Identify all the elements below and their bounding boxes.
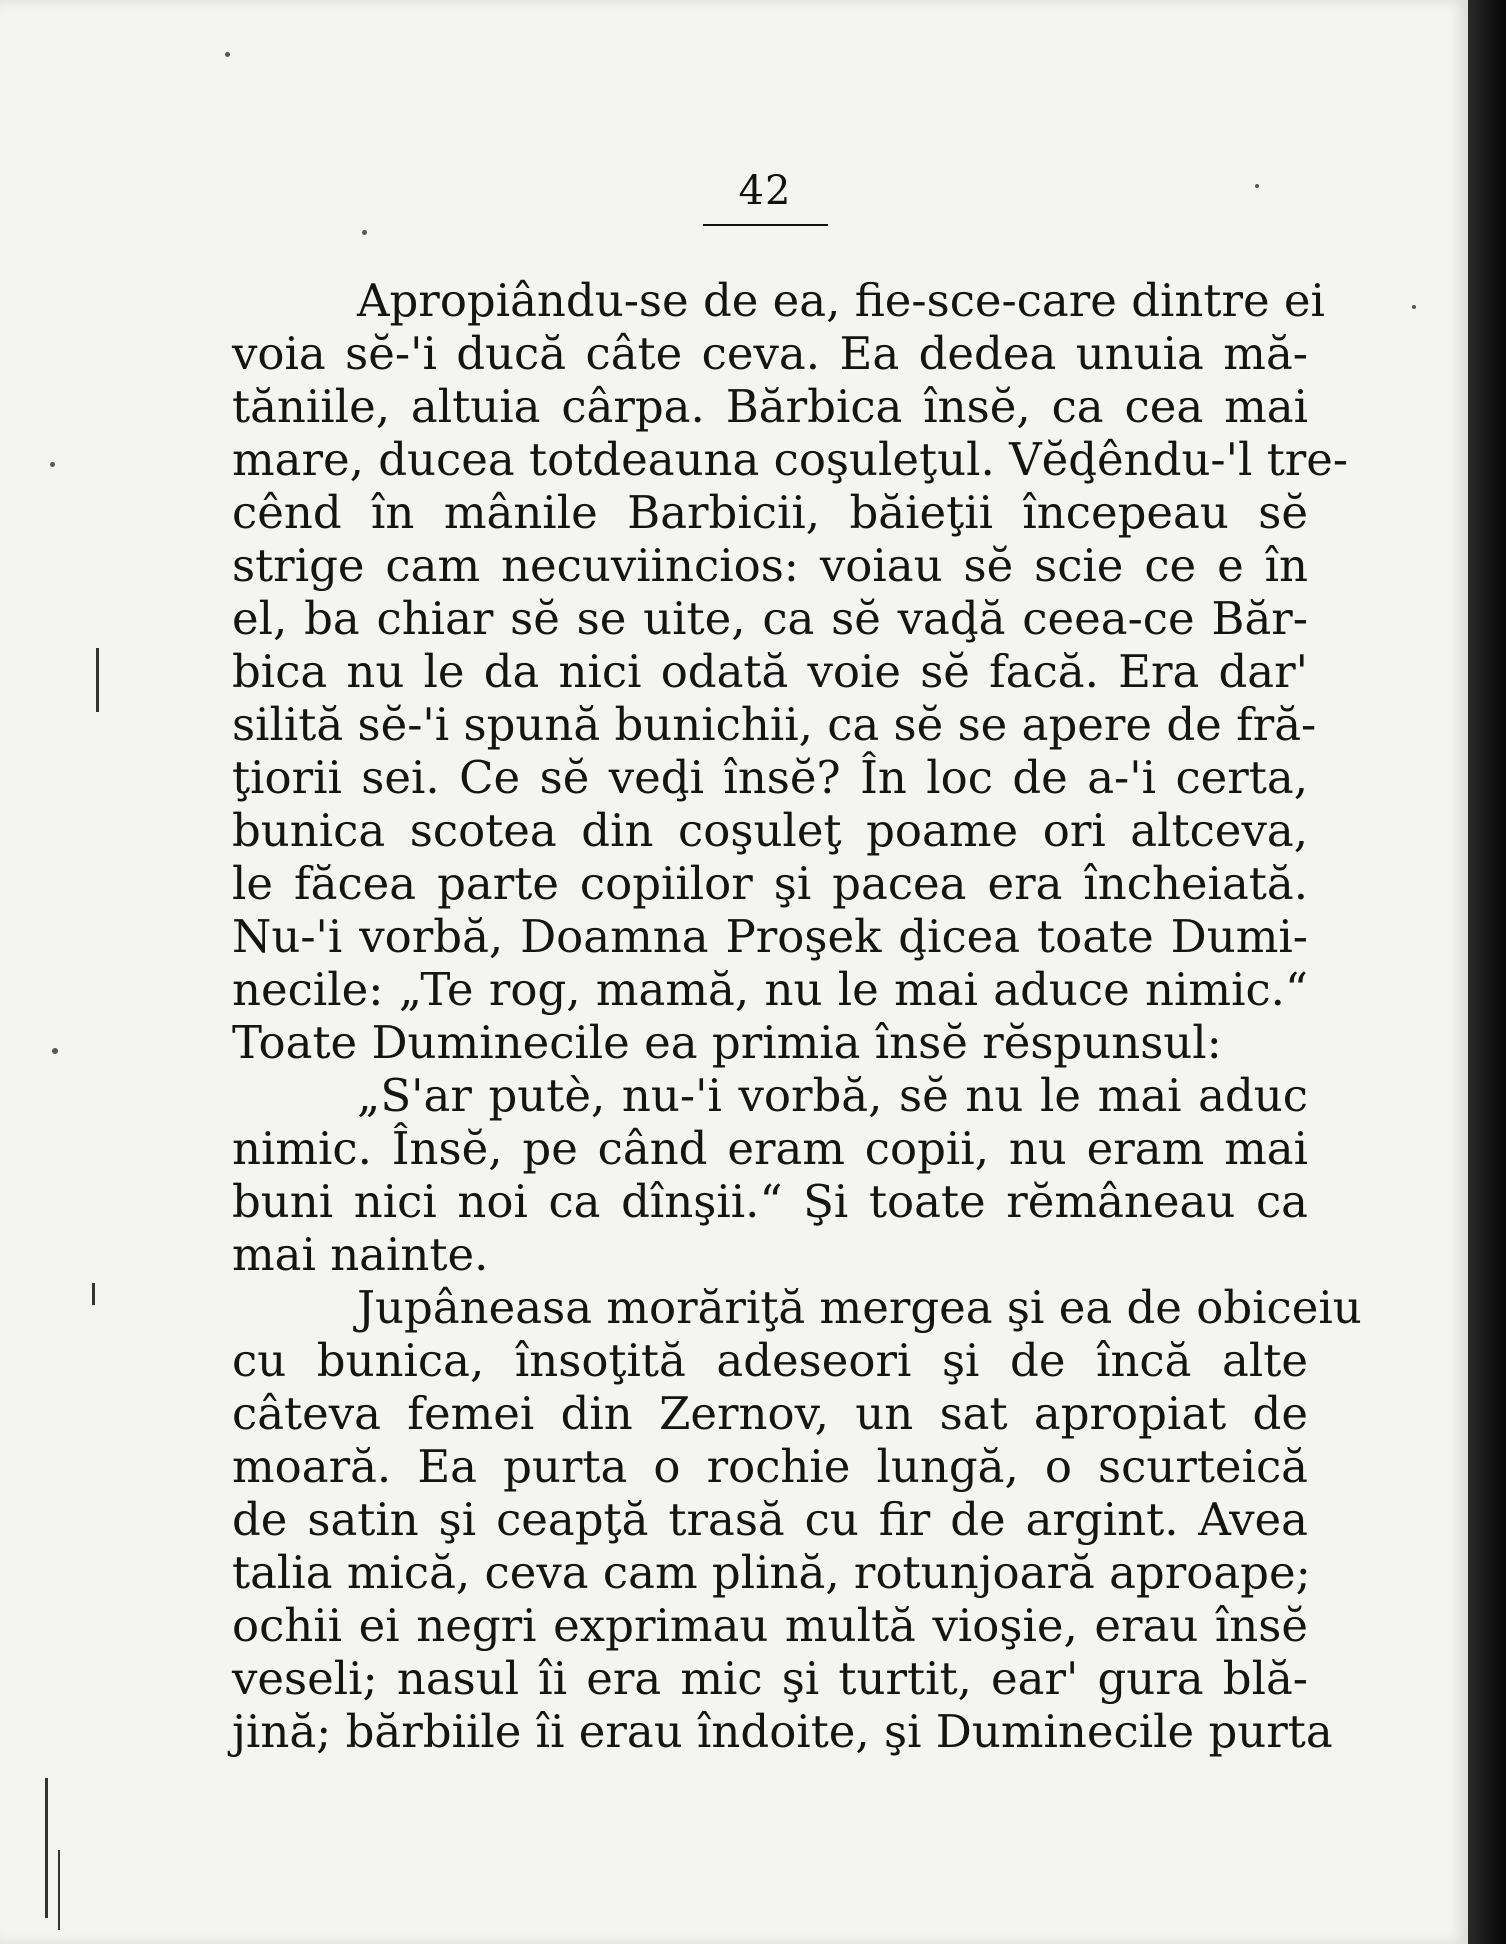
scan-speck — [1412, 305, 1416, 309]
scan-border-edge — [1468, 0, 1506, 1944]
text-line: nimic. Însĕ, pe când eram copii, nu eram mai — [232, 1122, 1308, 1175]
scan-mark — [58, 1850, 60, 1930]
text-line: Toate Duminecile ea primia însĕ rĕspunsul: — [232, 1016, 1222, 1069]
text-line: bunica scotea din coşuleţ poame ori altceva, — [232, 804, 1308, 857]
text-line: „S'ar putè, nu-'i vorbă, sĕ nu le mai aduc — [357, 1069, 1308, 1122]
scan-speck — [1255, 184, 1259, 188]
scan-mark — [92, 1283, 95, 1305]
text-line: el, ba chiar sĕ se uite, ca sĕ vaḑă ceea-ce Băr- — [232, 592, 1308, 645]
text-line: câteva femei din Zernov, un sat apropiat de — [232, 1387, 1308, 1440]
text-line: Nu-'i vorbă, Doamna Proşek ḑicea toate Dumi- — [232, 910, 1308, 963]
text-line: mai nainte. — [232, 1228, 489, 1281]
text-line: voia sĕ-'i ducă câte ceva. Ea dedea unuia mă- — [232, 327, 1308, 380]
scan-speck — [52, 1048, 58, 1054]
scan-speck — [362, 230, 367, 235]
text-line: silită sĕ-'i spună bunichii, ca sĕ se apere de fră- — [232, 698, 1317, 751]
text-line: bica nu le da nici odată voie sĕ facă. Era dar' — [232, 645, 1308, 698]
text-line: Jupâneasa morăriţă mergea şi ea de obiceiu — [357, 1281, 1362, 1334]
scan-mark — [45, 1778, 48, 1918]
text-line: cu bunica, însoţită adeseori şi de încă alte — [232, 1334, 1308, 1387]
text-line: Apropiându-se de ea, fie-sce-care dintre ei — [357, 274, 1325, 327]
text-line: ţiorii sei. Ce sĕ veḑi însĕ? În loc de a-'i certa, — [232, 751, 1308, 804]
text-line: veseli; nasul îi era mic şi turtit, ear' gura blă- — [232, 1652, 1308, 1705]
text-line: necile: „Te rog, mamă, nu le mai aduce nimic.“ — [232, 963, 1308, 1016]
page-number-rule — [703, 224, 828, 226]
text-line: de satin şi ceapţă trasă cu fir de argint. Avea — [232, 1493, 1308, 1546]
scan-mark — [96, 648, 99, 712]
text-line: talia mică, ceva cam plină, rotunjoară aproape; — [232, 1546, 1311, 1599]
text-line: moară. Ea purta o rochie lungă, o scurteică — [232, 1440, 1308, 1493]
text-line: mare, ducea totdeauna coşuleţul. Vĕḑêndu-'l tre- — [232, 433, 1349, 486]
scan-speck — [50, 462, 55, 467]
scan-speck — [225, 52, 230, 57]
text-line: tăniile, altuia cârpa. Bărbica însĕ, ca cea mai — [232, 380, 1308, 433]
text-line: ochii ei negri exprimau multă vioşie, erau însĕ — [232, 1599, 1308, 1652]
text-line: jină; bărbiile îi erau îndoite, şi Duminecile purta — [232, 1705, 1333, 1758]
body-text — [232, 274, 1362, 1758]
page-number: 42 — [738, 168, 792, 214]
text-line: cênd în mânile Barbicii, băieţii începeau sĕ — [232, 486, 1308, 539]
text-line: buni nici noi ca dînşii.“ Şi toate rĕmâneau ca — [232, 1175, 1308, 1228]
text-line: strige cam necuviincios: voiau sĕ scie ce e în — [232, 539, 1308, 592]
text-line: le făcea parte copiilor şi pacea era încheiată. — [232, 857, 1308, 910]
